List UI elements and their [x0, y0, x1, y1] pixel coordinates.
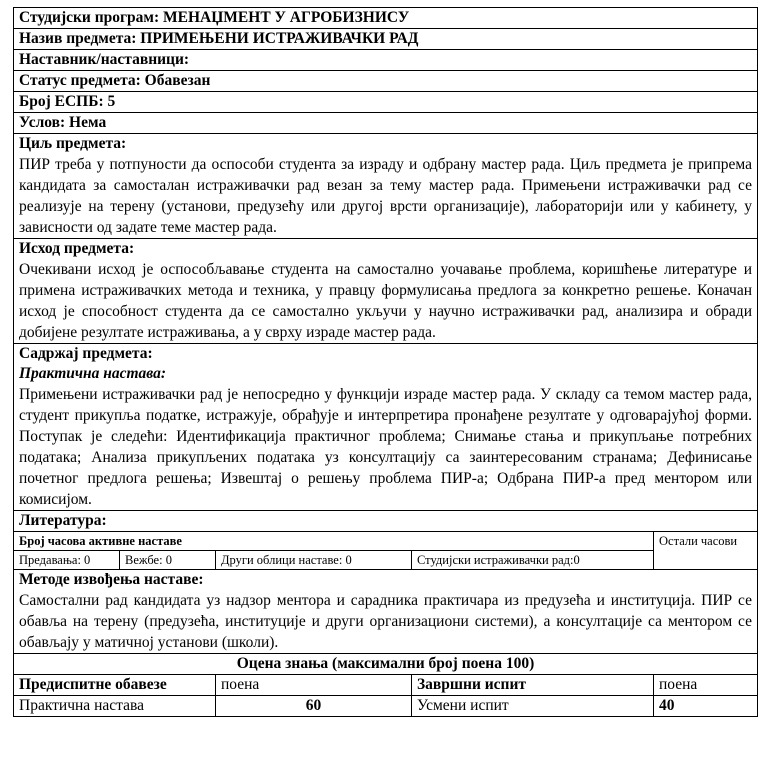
research-hours: Студијски истраживачки рад:0 — [412, 551, 654, 570]
methods-text: Самостални рад кандидата уз надзор ментора и сарадника практичара из предузећа и институција. ПИР се обавља на терену (предузећа, институције и други организациони системи), а консултације са ментором се обављају у матичној установи (школи). — [19, 592, 752, 651]
prerequisite: Услов: Нема — [14, 113, 758, 134]
practical-label: Практична настава — [14, 696, 216, 717]
points-header-1: поена — [216, 675, 412, 696]
points-header-2: поена — [654, 675, 758, 696]
methods-title: Методе извођења наставе: — [19, 571, 204, 588]
goal-section — [14, 134, 758, 239]
final-exam-header: Завршни испит — [412, 675, 654, 696]
practical-points: 60 — [216, 696, 412, 717]
goal-title: Циљ предмета: — [19, 135, 127, 152]
teachers: Наставник/наставници: — [14, 50, 758, 71]
outcome-section — [14, 239, 758, 344]
methods-section — [14, 570, 758, 654]
outcome-text: Очекивани исход је оспособљавање студента на самостално уочавање проблема, коришћење литературе и примена истраживачких метода и техника, у правцу формулисања предлога за конкретно решење. Коначан исход је способност студента да се самостално укључи у научно истраживачки рад, анализира и обради добијене резултате истраживања, а у сврху израде мастер рада. — [19, 261, 752, 341]
oral-label: Усмени испит — [412, 696, 654, 717]
content-text: Примењени истраживачки рад је непосредно у функцији израде мастер рада. У складу са темом мастер рада, студент прикупља податке, истражује, обрађује и интерпретира пронађене резултате у одговарајућој форми. Поступак је следећи: Идентификација практичног проблема; Снимање стања и прикупљање потребних података; Анализа прикупљених података уз консултацију са заинтересованим странама; Дефинисање почетног предлога решења; Извештај о решењу проблема ПИР-а; Одбрана ПИР-а пред ментором или комисијом. — [19, 386, 752, 508]
outcome-title: Исход предмета: — [19, 240, 135, 257]
oral-points: 40 — [654, 696, 758, 717]
subject-name: Назив предмета: ПРИМЕЊЕНИ ИСТРАЖИВАЧКИ РАД — [14, 29, 758, 50]
other-forms-hours: Други облици наставе: 0 — [216, 551, 412, 570]
lectures-hours: Предавања: 0 — [14, 551, 120, 570]
course-spec-table — [13, 7, 758, 717]
literature: Литература: — [14, 511, 758, 532]
study-program: Студијски програм: МЕНАЏМЕНТ У АГРОБИЗНИСУ — [14, 8, 758, 29]
content-title: Садржај предмета: — [19, 345, 153, 362]
goal-text: ПИР треба у потпуности да оспособи студента за израду и одбрану мастер рада. Циљ предмета је припрема кандидата за самосталан истраживачки рад везан за тему мастер рада. Примењени истраживачки рад се реализује на терену (установи, предузећу или другој врсти организације), лабораторији или у кабинету, у зависности од задате теме мастер рада. — [19, 156, 752, 236]
content-subtitle: Практична настава: — [19, 365, 167, 382]
grading-title: Оцена знања (максимални број поена 100) — [14, 654, 758, 675]
other-hours-label: Остали часови — [654, 532, 758, 570]
active-hours-label: Број часова активне наставе — [14, 532, 654, 551]
exercises-hours: Вежбе: 0 — [120, 551, 216, 570]
content-section — [14, 344, 758, 511]
subject-status: Статус предмета: Обавезан — [14, 71, 758, 92]
ects-credits: Број ЕСПБ: 5 — [14, 92, 758, 113]
pre-exam-header: Предиспитне обавезе — [14, 675, 216, 696]
